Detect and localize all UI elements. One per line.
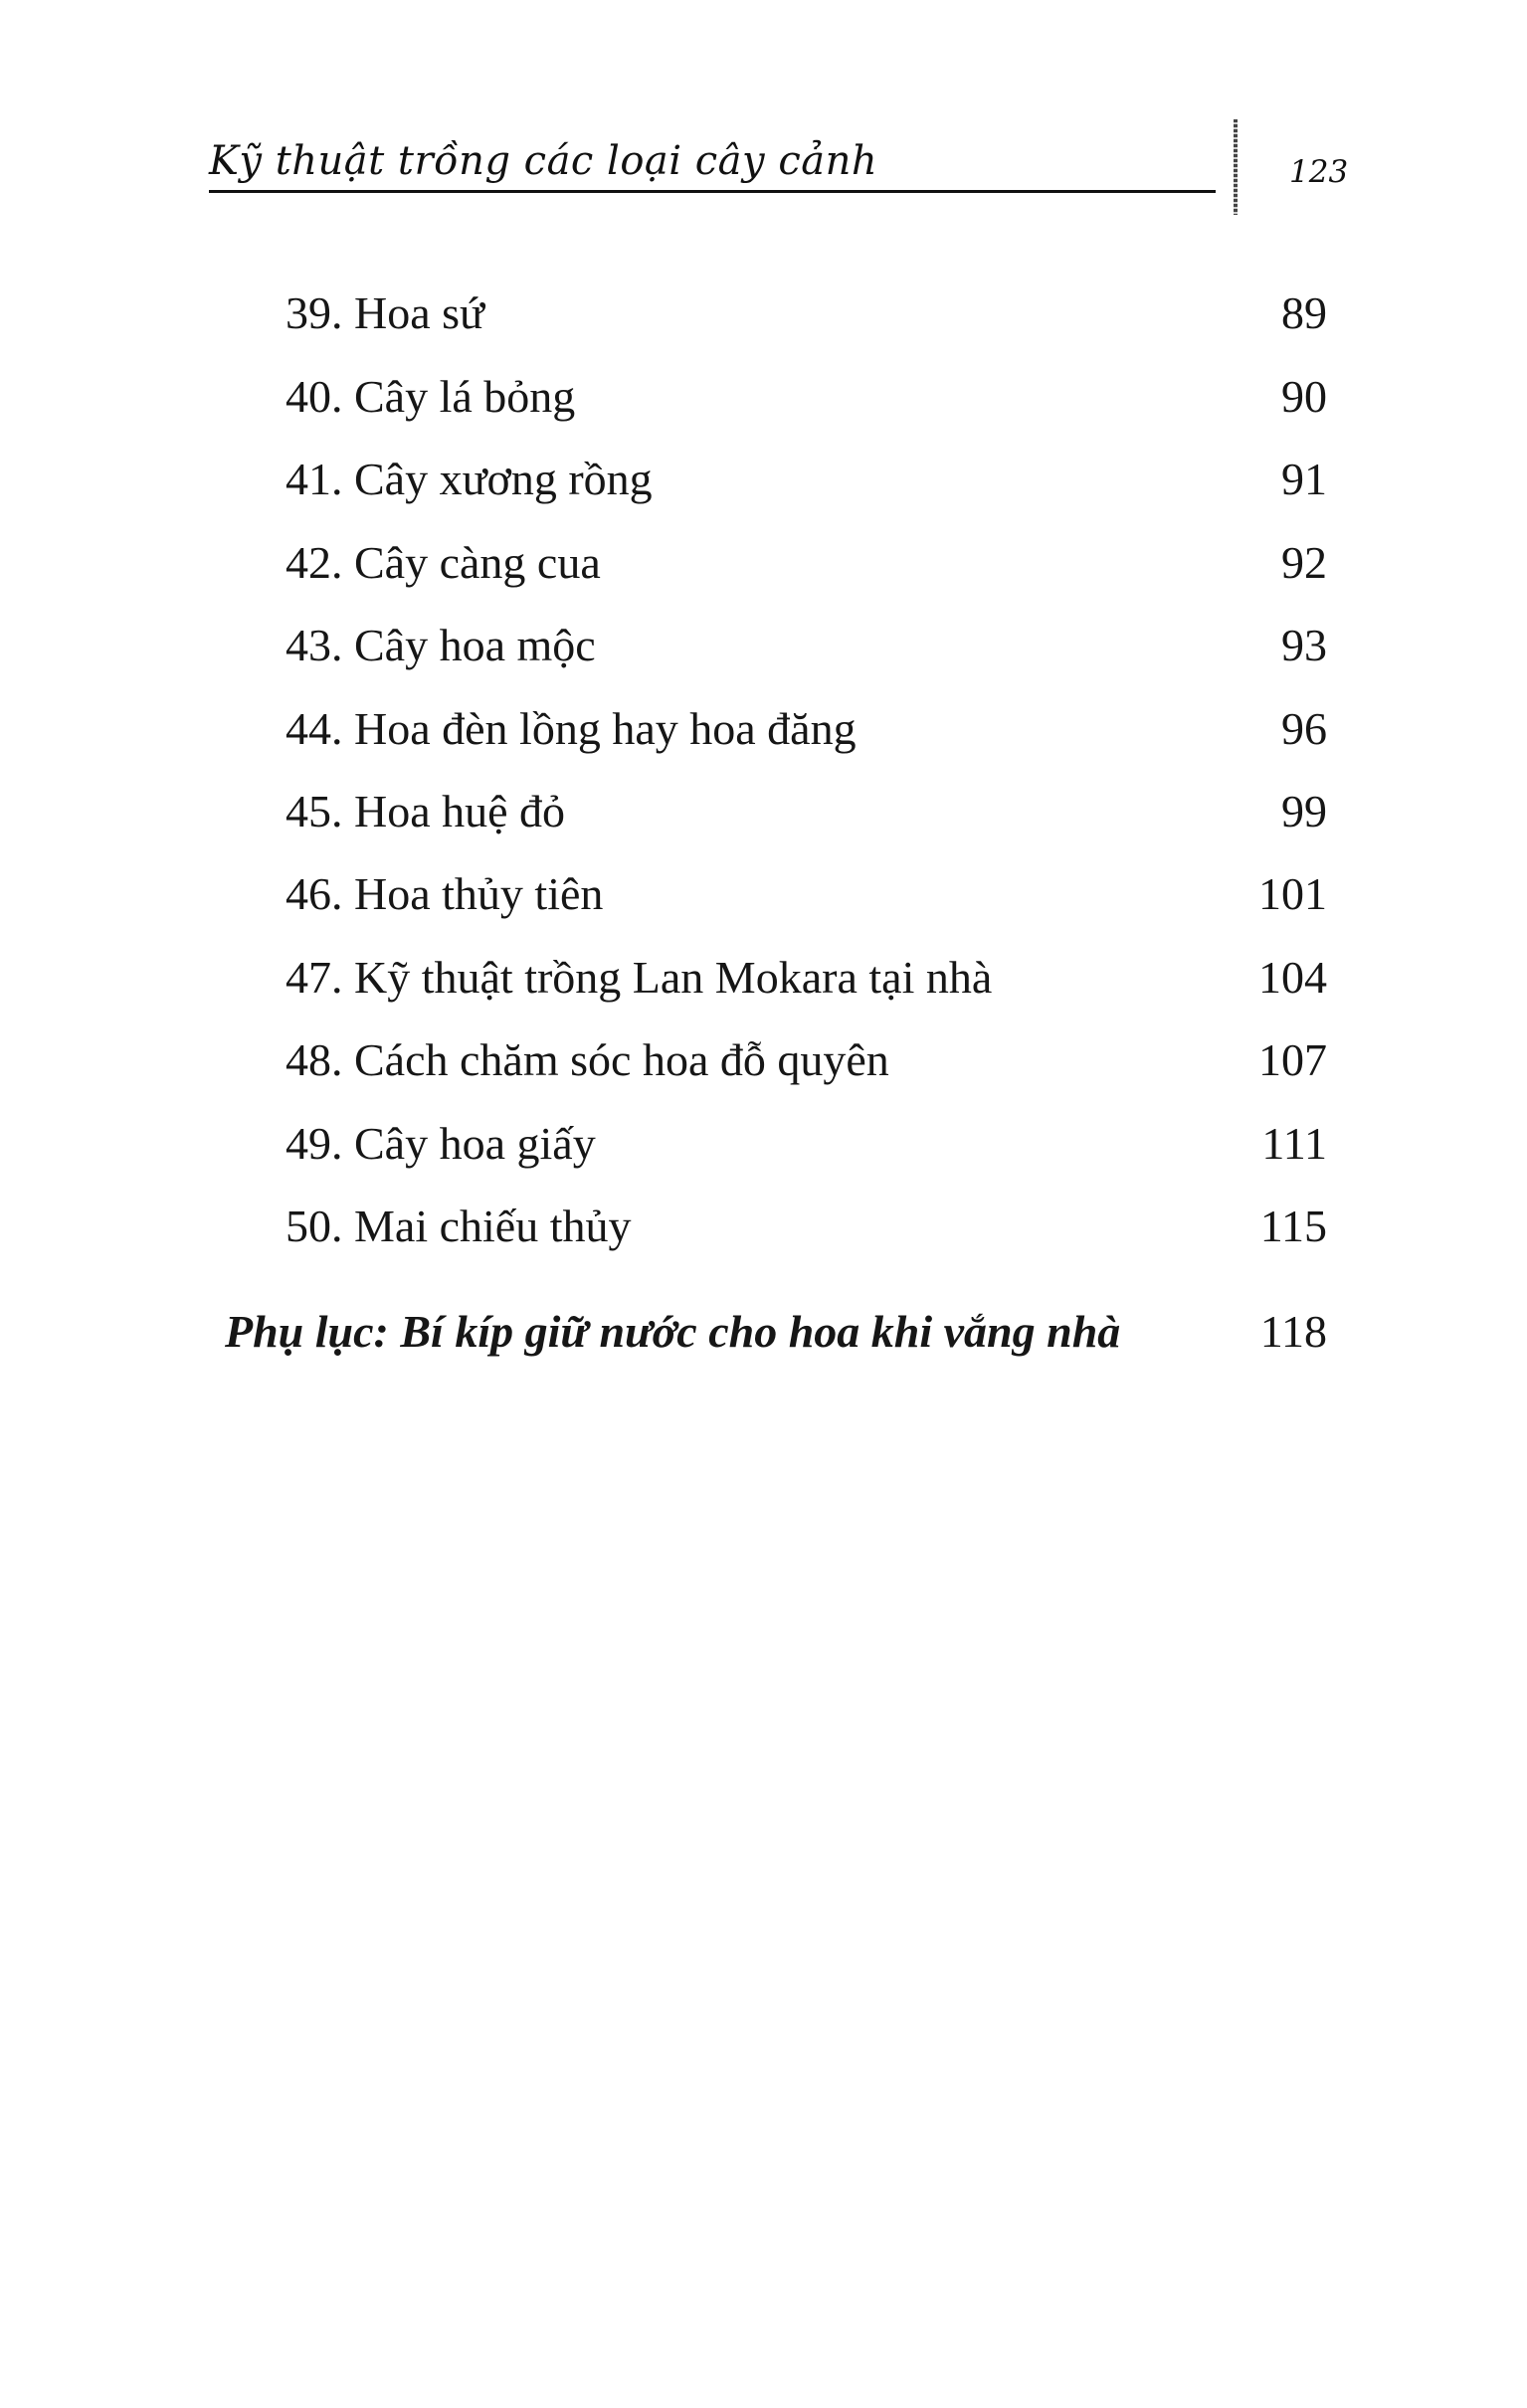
toc-entry (286, 946, 1327, 1010)
toc-entry-title: 41. Cây xương rồng (286, 454, 653, 504)
toc-entry-title: 49. Cây hoa giấy (286, 1118, 596, 1169)
toc-appendix-page: 118 (1259, 1306, 1327, 1357)
toc-entry (286, 780, 1327, 843)
toc-entry-title: 42. Cây càng cua (286, 537, 601, 588)
toc-entry (286, 1195, 1327, 1258)
toc-entry-title: 39. Hoa sứ (286, 287, 484, 338)
toc-entry-title: 46. Hoa thủy tiên (286, 868, 604, 919)
toc-entry-page: 91 (1281, 454, 1327, 504)
toc-entry-page: 96 (1281, 703, 1327, 754)
toc-entry-page: 92 (1281, 537, 1327, 588)
toc-entry (286, 1112, 1327, 1176)
toc-entry-title: 40. Cây lá bỏng (286, 371, 576, 422)
toc-entry (286, 697, 1327, 761)
toc-entry-page: 104 (1258, 952, 1327, 1003)
toc-entry-page: 115 (1259, 1201, 1327, 1251)
toc-entry-title: 50. Mai chiếu thủy (286, 1201, 632, 1251)
toc-entry-page: 90 (1281, 371, 1327, 422)
toc-entry-page: 101 (1258, 868, 1327, 919)
toc-entry-page: 111 (1261, 1118, 1327, 1169)
toc-entry-page: 93 (1281, 620, 1327, 670)
toc-entry-page: 89 (1281, 287, 1327, 338)
running-title: Kỹ thuật trồng các loại cây cảnh (209, 138, 878, 184)
toc-appendix-title: Phụ lục: Bí kíp giữ nước cho hoa khi vắng nhà (225, 1306, 1121, 1357)
toc-entry-page: 107 (1258, 1034, 1327, 1085)
toc-entry (286, 448, 1327, 511)
toc-entry-title: 45. Hoa huệ đỏ (286, 786, 566, 836)
toc-appendix-entry (225, 1300, 1327, 1364)
page-number: 123 (1289, 154, 1349, 190)
toc-entry-page: 99 (1281, 786, 1327, 836)
toc-entry (286, 862, 1327, 926)
toc-entry (286, 281, 1327, 345)
toc-entry (286, 531, 1327, 595)
toc-entry-title: 48. Cách chăm sóc hoa đỗ quyên (286, 1034, 889, 1085)
toc-entry (286, 365, 1327, 429)
toc-entry (286, 614, 1327, 677)
toc-entry (286, 1028, 1327, 1092)
toc-entry-title: 43. Cây hoa mộc (286, 620, 596, 670)
toc-entry-title: 44. Hoa đèn lồng hay hoa đăng (286, 703, 857, 754)
toc-entry-title: 47. Kỹ thuật trồng Lan Mokara tại nhà (286, 952, 993, 1003)
